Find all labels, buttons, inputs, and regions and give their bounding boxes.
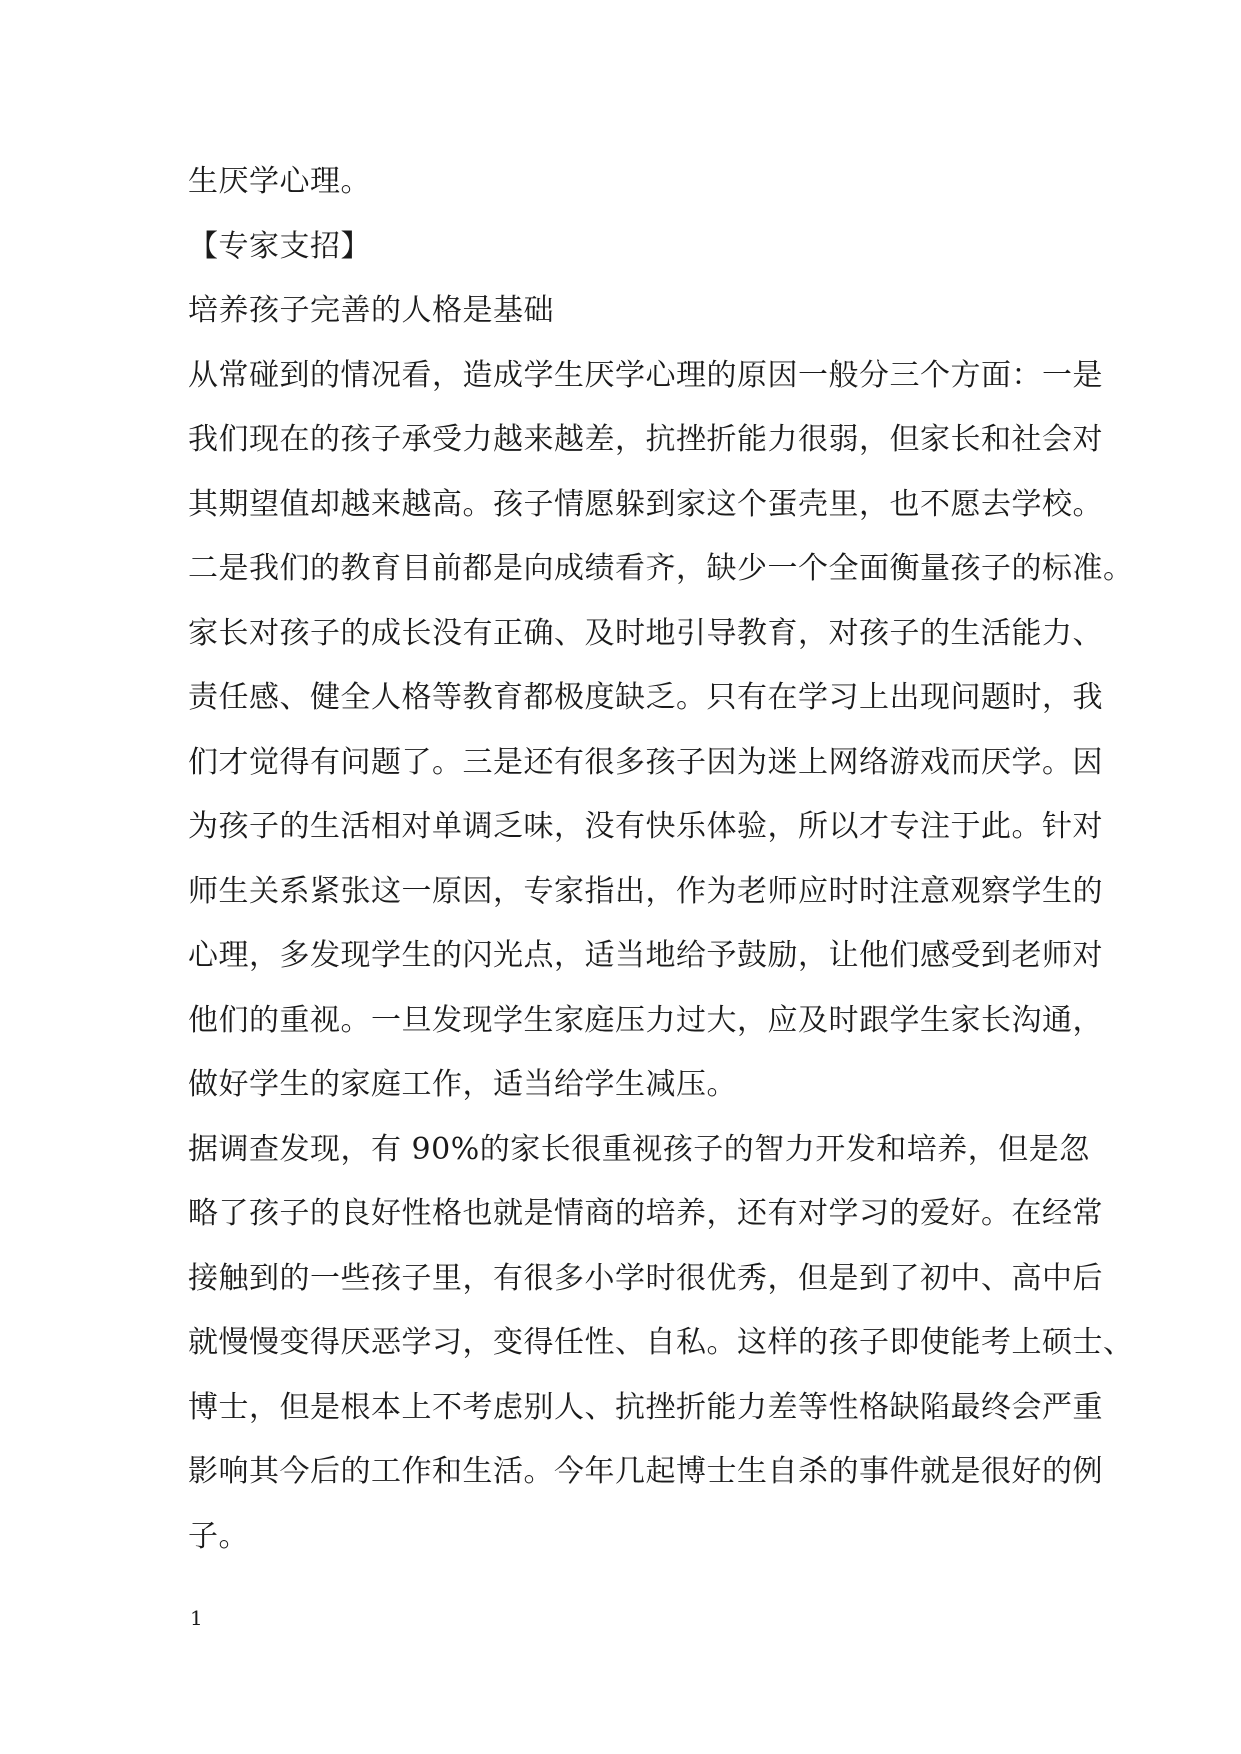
text-line: 师生关系紧张这一原因，专家指出，作为老师应时时注意观察学生的 [188,873,1103,909]
text-line: 影响其今后的工作和生活。今年几起博士生自杀的事件就是很好的例 [188,1454,1103,1489]
text-line: 他们的重视。一旦发现学生家庭压力过大，应及时跟学生家长沟通， [188,1002,1103,1038]
text-line: 据调查发现，有 90%的家长很重视孩子的智力开发和培养，但是忽 [188,1131,1090,1167]
text-line: 接触到的一些孩子里，有很多小学时很优秀，但是到了初中、高中后 [188,1260,1103,1296]
section-heading: 【专家支招】 [188,228,371,264]
body-text [188,150,1134,1569]
text-line: 二是我们的教育目前都是向成绩看齐，缺少一个全面衡量孩子的标准。 [188,551,1134,586]
text-line: 为孩子的生活相对单调乏味，没有快乐体验，所以才专注于此。针对 [188,809,1103,844]
text-line: 其期望值却越来越高。孩子情愿躲到家这个蛋壳里，也不愿去学校。 [188,486,1103,522]
text-line: 责任感、健全人格等教育都极度缺乏。只有在学习上出现问题时，我 [188,680,1103,715]
subheading: 培养孩子完善的人格是基础 [188,293,554,328]
text-line: 就慢慢变得厌恶学习，变得任性、自私。这样的孩子即使能考上硕士、 [188,1325,1134,1360]
text-line: 心理，多发现学生的闪光点，适当地给予鼓励，让他们感受到老师对 [188,938,1103,973]
text-line: 生厌学心理。 [188,164,371,199]
text-line: 我们现在的孩子承受力越来越差，抗挫折能力很弱，但家长和社会对 [188,422,1103,457]
text-line: 略了孩子的良好性格也就是情商的培养，还有对学习的爱好。在经常 [188,1196,1103,1231]
text-line: 们才觉得有问题了。三是还有很多孩子因为迷上网络游戏而厌学。因 [188,744,1103,780]
text-line: 从常碰到的情况看，造成学生厌学心理的原因一般分三个方面：一是 [188,357,1103,393]
text-line: 家长对孩子的成长没有正确、及时地引导教育，对孩子的生活能力、 [188,615,1103,651]
text-line: 博士，但是根本上不考虑别人、抗挫折能力差等性格缺陷最终会严重 [188,1389,1103,1425]
text-line: 做好学生的家庭工作，适当给学生减压。 [188,1067,737,1102]
text-line: 子。 [188,1518,249,1554]
page-number: 1 [190,1606,203,1630]
